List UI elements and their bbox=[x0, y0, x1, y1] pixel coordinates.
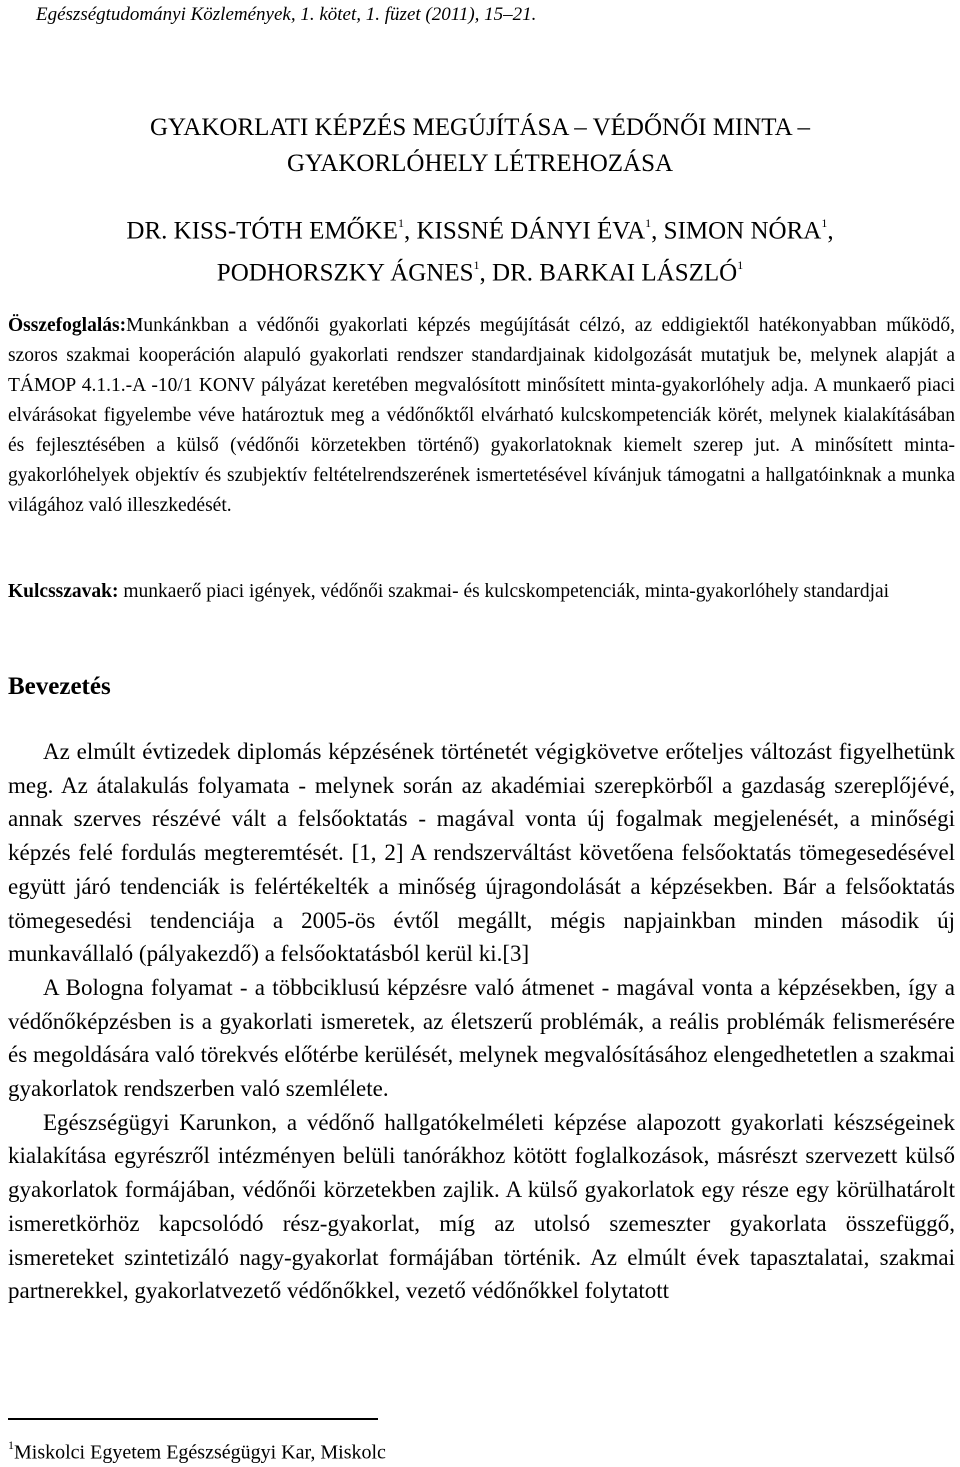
paragraph: A Bologna folyamat - a többciklusú képzésre való átmenet - magával vonta a képzésekben, így a védőnőképzésben is a gyakorlati ismeretek, az életszerű problémák, a reális problémák felismerésére és megoldására való törekvés előtérbe kerülését, melynek megvalósításához elengedhetetlen a szakmai gyakorlatok rendszerben való szemlélete. bbox=[8, 974, 955, 1102]
affiliation-marker: 1 bbox=[645, 216, 652, 230]
author-name: PODHORSZKY ÁGNES bbox=[216, 259, 474, 287]
body-text bbox=[8, 735, 955, 1308]
abstract-label: Összefoglalás: bbox=[8, 315, 127, 336]
paragraph: Egészségügyi Karunkon, a védőnő hallgatókelméleti képzése alapozott gyakorlati készségeinek kialakítása egyrészről intézményen belüli tanórákhoz kötött foglalkozások, másrészt szervezett külső gyakorlatok formájában, védőnői körzetekben zajlik. A külső gyakorlatok egy része egy körülhatárolt ismeretkörhöz kapcsolódó rész-gyakorlat, míg az utolsó szemeszter gyakorlata összefüggő, ismereteket szintetizáló nagy-gyakorlat formájában történik. Az elmúlt évek tapasztalatai, szakmai partnerekkel, gyakorlatvezető védőnőkkel, vezető védőnőkkel folytatott bbox=[8, 1109, 955, 1304]
affiliation-marker: 1 bbox=[821, 216, 828, 230]
author-line-1 bbox=[0, 207, 960, 249]
author-separator: , bbox=[827, 217, 834, 245]
author-name: , DR. BARKAI LÁSZLÓ bbox=[479, 259, 738, 287]
author-name: DR. KISS-TÓTH EMŐKE bbox=[126, 217, 398, 245]
paragraph: Az elmúlt évtizedek diplomás képzésének történetét végigkövetve erőteljes változást figyelhetünk meg. Az átalakulás folyamata - melynek során az akadémiai szerepkörből a gazdaság szereplőjévé, annak szerves részévé vált a felsőoktatás - magával vonta új fogalmak megjelenését, a minőségi képzés felé fordulás megteremtését. [1, 2] A rendszerváltást követőena felsőoktatás tömegesedésével együtt járó tendenciák is felértékelték a minőség újragondolását a képzésekben. Bár a felsőoktatás tömegesedési tendenciája a 2005-ös évtől megállt, mégis napjainkban minden második új munkavállaló (pályakezdő) a felsőoktatásból kerül ki.[3] bbox=[8, 739, 955, 967]
keywords-label: Kulcsszavak: bbox=[8, 581, 119, 602]
affiliation-marker: 1 bbox=[397, 216, 404, 230]
title-line-2: GYAKORLÓHELY LÉTREHOZÁSA bbox=[286, 150, 674, 177]
footnote-divider bbox=[8, 1418, 378, 1420]
affiliation-marker: 1 bbox=[737, 258, 744, 273]
affiliation-marker: 1 bbox=[473, 258, 480, 273]
author-name: , SIMON NÓRA bbox=[651, 217, 822, 245]
footnote-text: Miskolci Egyetem Egészségügyi Kar, Miskolc bbox=[14, 1441, 386, 1464]
footnote-marker: 1 bbox=[8, 1438, 14, 1452]
abstract-text: Munkánkban a védőnői gyakorlati képzés megújítását célzó, az eddigiektől hatékonyabban működő, szoros szakmai kooperáción alapuló gyakorlati rendszer standardjainak kidolgozását mutatjuk be, melynek alapját a TÁMOP 4.1.1.-A -10/1 KONV pályázat keretében megvalósított minősített minta-gyakorlóhely adja. A munkaerő piaci elvárásokat figyelembe véve határoztuk meg a védőnőktől elvárható kulcskompetenciák körét, melynek kialakításában és fejlesztésében a külső (védőnői körzetekben történő) gyakorlatoknak kiemelt szerep jut. A minősített minta-gyakorlóhelyek objektív és szubjektív feltételrendszerének ismertetésével kívánjuk támogatni a hallgatóinknak a munka világához való illeszkedését. bbox=[8, 315, 955, 516]
author-list bbox=[0, 207, 960, 292]
journal-header: Egészségtudományi Közlemények, 1. kötet, 1. füzet (2011), 15–21. bbox=[36, 4, 537, 25]
keywords bbox=[8, 577, 955, 607]
footnote bbox=[8, 1434, 386, 1466]
keywords-text: munkaerő piaci igények, védőnői szakmai- és kulcskompetenciák, minta-gyakorlóhely standardjai bbox=[118, 581, 890, 602]
section-heading: Bevezetés bbox=[8, 673, 111, 700]
author-name: , KISSNÉ DÁNYI ÉVA bbox=[403, 217, 646, 245]
title-line-1: GYAKORLATI KÉPZÉS MEGÚJÍTÁSA – VÉDŐNŐI MINTA – bbox=[149, 114, 811, 141]
abstract bbox=[8, 311, 955, 521]
paper-title bbox=[0, 110, 960, 182]
author-line-2 bbox=[0, 249, 960, 291]
